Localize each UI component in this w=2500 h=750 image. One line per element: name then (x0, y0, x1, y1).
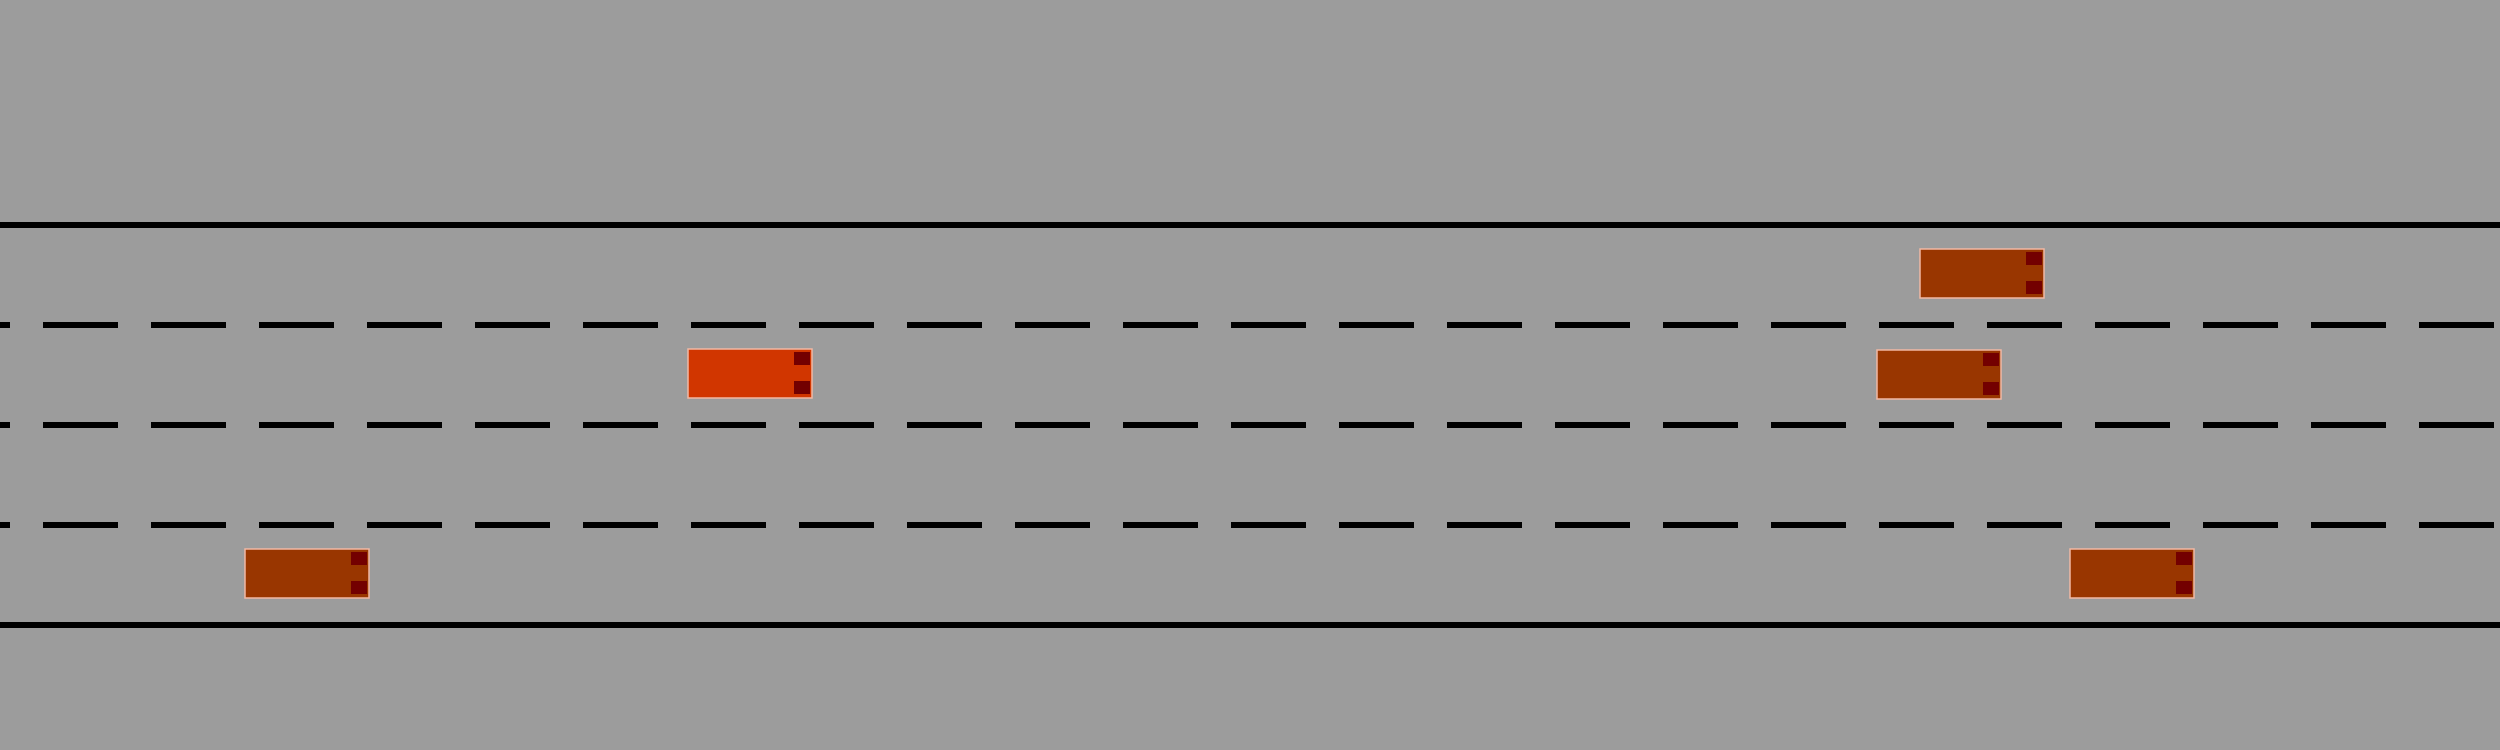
car-body (1877, 350, 2001, 399)
ego-car (688, 349, 812, 398)
car-light-top (351, 552, 367, 565)
car-body (245, 549, 369, 598)
car-light-bottom (2026, 281, 2042, 294)
car-light-top (1983, 353, 1999, 366)
car-light-bottom (2176, 581, 2192, 594)
ego-car-body (688, 349, 812, 398)
car-v4 (2070, 549, 2194, 598)
ego-car-light-top (794, 352, 810, 365)
car-light-bottom (351, 581, 367, 594)
car-v2 (1877, 350, 2001, 399)
car-light-top (2026, 252, 2042, 265)
car-body (2070, 549, 2194, 598)
car-v1 (1920, 249, 2044, 298)
car-v3 (245, 549, 369, 598)
car-light-bottom (1983, 382, 1999, 395)
car-light-top (2176, 552, 2192, 565)
car-body (1920, 249, 2044, 298)
ego-car-light-bottom (794, 381, 810, 394)
